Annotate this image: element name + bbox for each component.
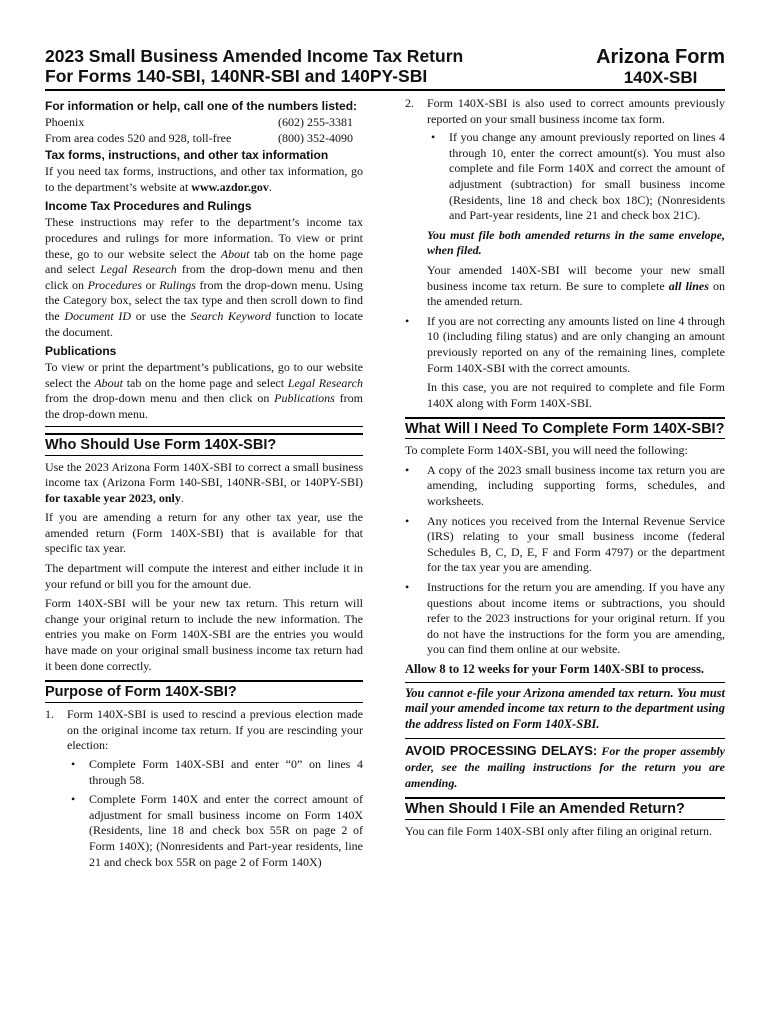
purpose-item-2: 2. Form 140X-SBI is also used to correct amounts previously reported on your small business income tax form. • If you change any amount previously reported on lines 4 through 10, enter the correct amount(s). You must also complete and file Form 140X and correct the amount of adjustment (subtraction) for small business income (Residents, line 18 and check box 18C); (Nonresidents and Part-year residents, line 21 and check box 21C). You must file both amended returns in the same envelope, when filed. Your amended 140X-SBI will become your new small business income tax return. Be sure to complete all lines on the amended return.	[405, 96, 725, 310]
page-title: 2023 Small Business Amended Income Tax Return For Forms 140-SBI, 140NR-SBI and 140PY-SBI	[45, 46, 464, 86]
what-list	[405, 463, 725, 658]
what-intro: To complete Form 140X-SBI, you will need the following:	[405, 443, 688, 458]
who-paragraph-3: The department will compute the interest and either include it in your refund or bill you for the amount due.	[45, 561, 363, 591]
page-header	[45, 46, 725, 90]
publications-heading: Publications	[45, 344, 117, 359]
avoid-delays-note: AVOID PROCESSING DELAYS: For the proper assembly order, see the mailing instructions for the return you are amending.	[405, 743, 725, 790]
efile-text: You cannot e-file your Arizona amended tax return. You must mail your amended income tax return to the department using the address listed on Form 140X-SBI.	[405, 685, 725, 731]
when-paragraph: You can file Form 140X-SBI only after filing an original return.	[405, 824, 713, 839]
forms-heading: Tax forms, instructions, and other tax information	[45, 148, 329, 163]
phone-row-phoenix: Phoenix (602) 255-3381	[45, 115, 353, 129]
when-heading: When Should I File an Amended Return?	[405, 797, 725, 820]
publications-paragraph: To view or print the department’s publications, go to our website select the About tab on the home page and select Legal Research from the drop-down menu and then click on Publications from the drop-down menu.	[45, 360, 363, 421]
what-heading: What Will I Need To Complete Form 140X-SBI?	[405, 417, 725, 439]
tollfree-number: (800) 352-4090	[278, 130, 353, 145]
rulings-paragraph: These instructions may refer to the department’s income tax procedures and rulings for more information. To view or print these, go to our website select the About tab on the home page and select Legal Research from the drop-down menu and then click on Procedures or Rulings from the drop-down menu. Using the Category box, select the tax type and then scroll down to find the Document ID or use the Search Keyword function to locate the document.	[45, 215, 364, 339]
what-bullet-3: • Instructions for the return you are amending. If you have any questions about income items or subtractions, you should refer to the 2023 instructions for your original return. If you do not have the instructions for the form you are amending, you can find them online at our website.	[405, 580, 725, 658]
who-heading: Who Should Use Form 140X-SBI?	[45, 433, 363, 456]
who-paragraph-1: Use the 2023 Arizona Form 140X-SBI to correct a small business income tax (Arizona Form 140-SBI, 140NR-SBI, or 140PY-SBI) for taxable year 2023, only.	[45, 459, 363, 505]
purpose-bullet-3: • If you change any amount previously reported on lines 4 through 10, enter the correct amount(s). You must also complete and file Form 140X and correct the amount of adjustment (subtraction) for small business income (Residents, line 18 and check box 18C); (Nonresidents and Part-year residents, line 21 and check box 21C).	[427, 130, 725, 224]
purpose-outer-list	[405, 314, 725, 412]
who-paragraph-4: Form 140X-SBI will be your new tax return. This return will change your original return to include the new information. The entries you make on Form 140X-SBI are the entries you would have made on your original small business income tax return had it been done correctly.	[45, 596, 363, 673]
header-rule	[45, 89, 725, 91]
new-return-note: Your amended 140X-SBI will become your new small business income tax return. Be sure to complete all lines on the amended return.	[427, 262, 725, 309]
phone-row-tollfree: From area codes 520 and 928, toll-free (800) 352-4090	[45, 130, 353, 145]
phoenix-number: (602) 255-3381	[278, 115, 353, 129]
purpose-bullet-1: • Complete Form 140X-SBI and enter “0” on lines 4 through 58.	[67, 757, 363, 788]
what-bullet-1: • A copy of the 2023 small business income tax return you are amending, including supporting forms, schedules, and worksheets.	[405, 463, 725, 510]
purpose-list	[45, 707, 363, 870]
processing-time-note: Allow 8 to 12 weeks for your Form 140X-SBI to process.	[405, 662, 704, 676]
who-paragraph-2: If you are amending a return for any other tax year, use the amended return (Form 140X-SBI) that is available for that specific tax year.	[45, 510, 363, 556]
purpose-bullet-4: • If you are not correcting any amounts listed on line 4 through 10 (including filing status) and are only changing an amount previously reported on any of the remaining lines, complete Form 140X-SBI with the correct amounts. In this case, you are not required to complete and file Form 140X along with Form 140X-SBI.	[405, 314, 725, 412]
forms-paragraph: If you need tax forms, instructions, and other tax information, go to the department’s website at www.azdor.gov.	[45, 164, 363, 194]
info-box	[45, 99, 363, 427]
right-column	[405, 96, 725, 844]
purpose-bullet-2: • Complete Form 140X and enter the correct amount of adjustment for small business income on Form 140X (Residents, line 18 and check box 55R on page 2 of Form 140X); (Nonresidents and Part-year residents, line 21 and check box 55R on page 2 of Form 140X)	[67, 792, 363, 870]
purpose-list-continued	[405, 96, 725, 310]
website-link[interactable]: www.azdor.gov	[191, 179, 269, 194]
form-identifier: Arizona Form 140X-SBI	[596, 46, 725, 87]
purpose-heading: Purpose of Form 140X-SBI?	[45, 680, 363, 703]
rulings-heading: Income Tax Procedures and Rulings	[45, 199, 252, 214]
what-bullet-2: • Any notices you received from the Internal Revenue Service (IRS) relating to your small business income (federal Schedules B, C, D, E, F and Form 4797) or the department for the tax year you are amending.	[405, 514, 725, 576]
purpose-item-1: 1. Form 140X-SBI is used to rescind a previous election made on the original income tax return. If you are rescinding your election: • Complete Form 140X-SBI and enter “0” on lines 4 through 58. • Complete Form 140X and enter the correct amount of adjustment for small business income on Form 140X (Residents, line 18 and check box 55R on page 2 of Form 140X); (Nonresidents and Part-year residents, line 21 and check box 55R on page 2 of Form 140X)	[45, 707, 363, 870]
efile-notice	[405, 682, 725, 740]
envelope-note: You must file both amended returns in the same envelope, when filed.	[427, 227, 725, 258]
info-heading: For information or help, call one of the numbers listed:	[45, 99, 358, 113]
left-column	[45, 96, 363, 874]
